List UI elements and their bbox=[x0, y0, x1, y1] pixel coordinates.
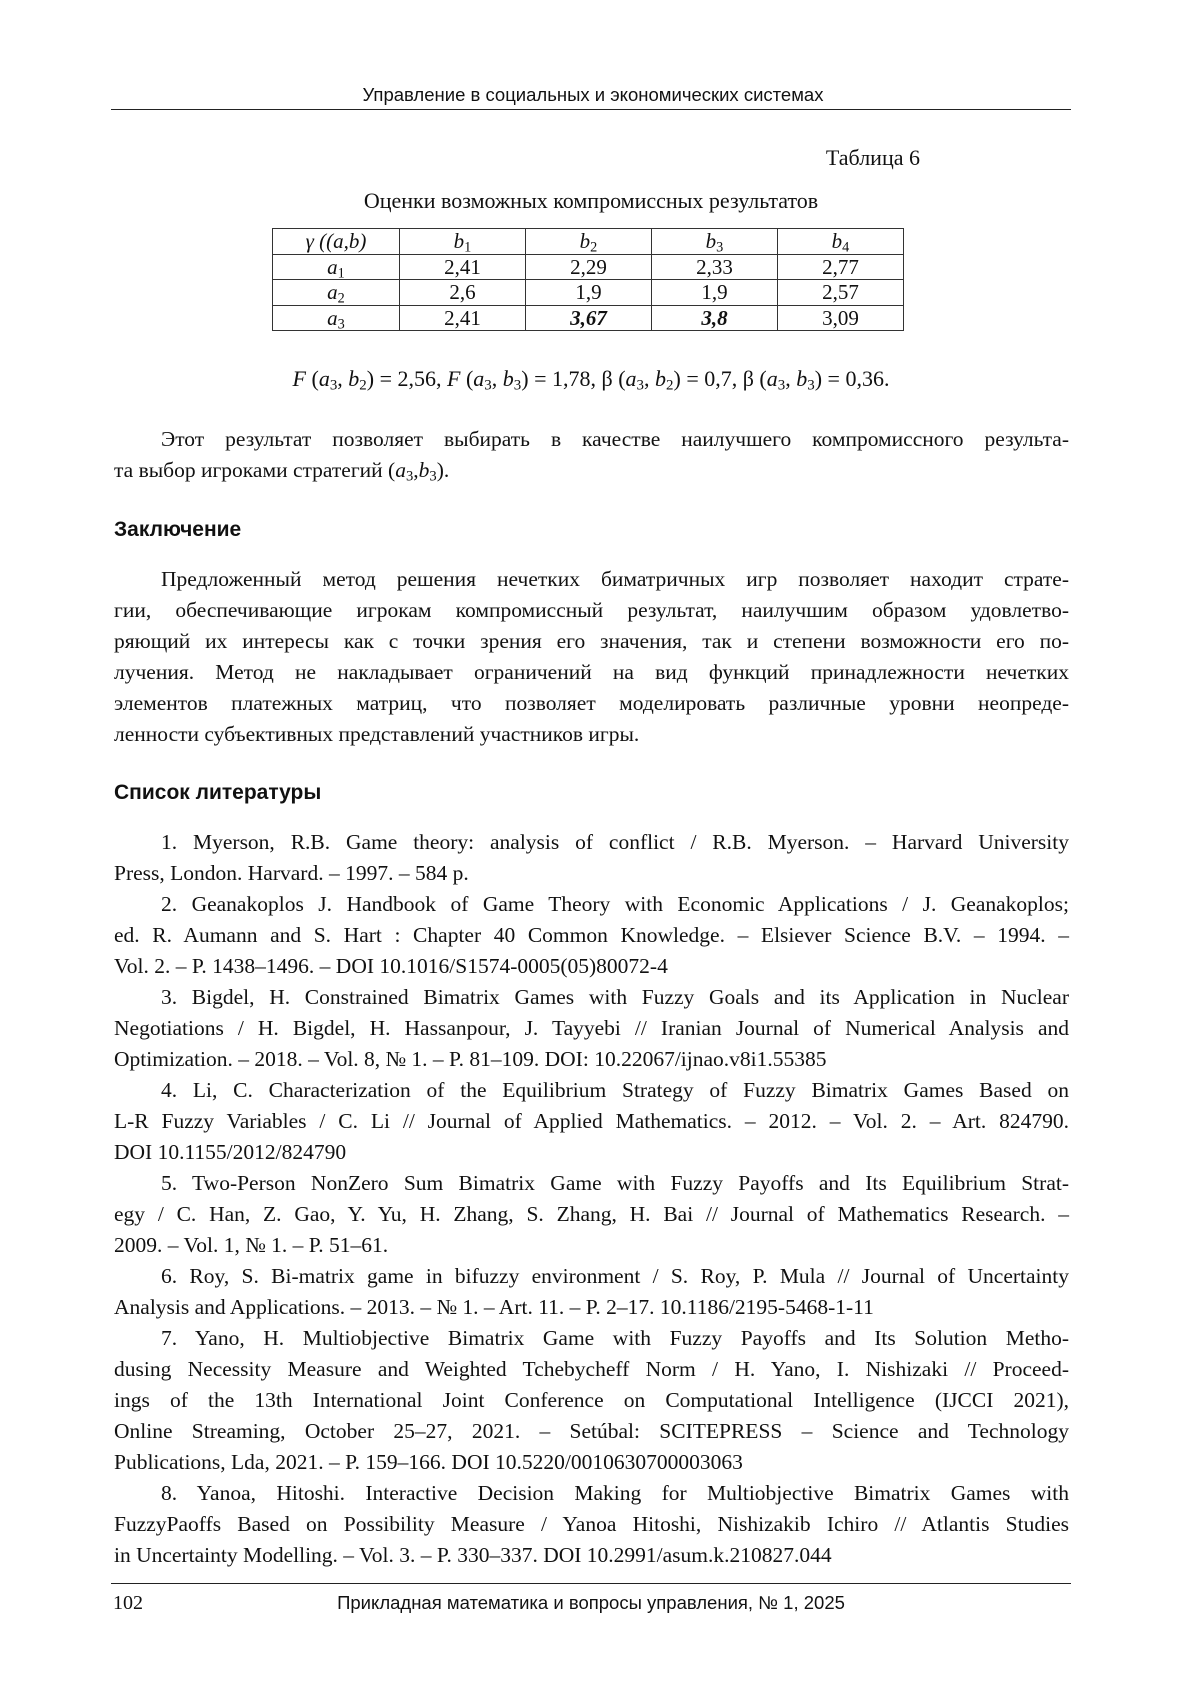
table-row bbox=[273, 280, 904, 306]
estimates-table bbox=[272, 228, 904, 331]
row-header: $a_1$ bbox=[273, 254, 400, 280]
references-list bbox=[114, 827, 1069, 1571]
reference-line: Analysis and Applications. – 2013. – № 1. – Art. 11. – P. 2–17. 10.1186/2195-5468-1-11 bbox=[114, 1295, 874, 1319]
reference-line: egy / C. Han, Z. Gao, Y. Yu, H. Zhang, S. Zhang, H. Bai // Journal of Mathematics Research. – bbox=[114, 1202, 1069, 1226]
table-label: Таблица 6 bbox=[825, 145, 920, 170]
formula-term: β ($a_3$, $b_2) = 0,7$, bbox=[601, 366, 738, 394]
formula-value: 0,7 bbox=[704, 366, 732, 391]
table-cell: 1,9 bbox=[652, 280, 778, 306]
table-cell: 3,09 bbox=[778, 305, 904, 331]
paragraph-line: Предложенный метод решения нечетких биматричных игр позволяет находит страте- bbox=[161, 567, 1069, 591]
reference-line: 4. Li, C. Characterization of the Equilibrium Strategy of Fuzzy Bimatrix Games Based on bbox=[161, 1078, 1069, 1102]
header-rule bbox=[111, 109, 1071, 110]
table-row bbox=[273, 305, 904, 331]
corner-header-cell bbox=[273, 229, 400, 255]
running-header: Управление в социальных и экономических системах bbox=[362, 84, 824, 105]
table-cell-highlighted: 3,8 bbox=[652, 305, 778, 331]
reference-line: L-R Fuzzy Variables / C. Li // Journal of Applied Mathematics. – 2012. – Vol. 2. – Art. 824790. bbox=[114, 1109, 1069, 1133]
reference-line: Optimization. – 2018. – Vol. 8, № 1. – P. 81–109. DOI: 10.22067/ijnao.v8i1.55385 bbox=[114, 1047, 827, 1071]
result-paragraph bbox=[114, 424, 1069, 486]
reference-item bbox=[114, 1323, 1069, 1478]
reference-line: 2. Geanakoplos J. Handbook of Game Theory with Economic Applications / J. Geanakoplos; bbox=[161, 892, 1069, 916]
column-header: $b_1$ bbox=[400, 229, 526, 255]
conclusion-paragraph bbox=[114, 564, 1069, 750]
table-caption: Оценки возможных компромиссных результатов bbox=[363, 188, 819, 213]
page-number: 102 bbox=[113, 1592, 143, 1614]
column-header: $b_4$ bbox=[778, 229, 904, 255]
reference-line: DOI 10.1155/2012/824790 bbox=[114, 1140, 347, 1164]
table-cell: 2,41 bbox=[400, 305, 526, 331]
table-cell: 2,77 bbox=[778, 254, 904, 280]
footer-rule bbox=[111, 1583, 1071, 1584]
reference-line: ings of the 13th International Joint Conference on Computational Intelligence (IJCCI 2021), bbox=[114, 1388, 1069, 1412]
table-cell: 2,41 bbox=[400, 254, 526, 280]
reference-line: Negotiations / H. Bigdel, H. Hassanpour, J. Tayyebi // Iranian Journal of Numerical Analysis and bbox=[114, 1016, 1069, 1040]
reference-item bbox=[114, 1168, 1069, 1261]
table-cell: 1,9 bbox=[526, 280, 652, 306]
reference-line: 8. Yanoa, Hitoshi. Interactive Decision Making for Multiobjective Bimatrix Games with bbox=[161, 1481, 1069, 1505]
reference-line: FuzzyPaoffs Based on Possibility Measure / Yanoa Hitoshi, Nishizakib Ichiro // Atlantis Studies bbox=[114, 1512, 1069, 1536]
reference-line: 7. Yano, H. Multiobjective Bimatrix Game with Fuzzy Payoffs and Its Solution Metho- bbox=[161, 1326, 1069, 1350]
paragraph-line: ряющий их интересы как с точки зрения его значения, так и степени возможности его по- bbox=[114, 629, 1069, 653]
reference-line: Online Streaming, October 25–27, 2021. – Setúbal: SCITEPRESS – Science and Technology bbox=[114, 1419, 1069, 1443]
reference-line: 6. Roy, S. Bi-matrix game in bifuzzy environment / S. Roy, P. Mula // Journal of Uncertainty bbox=[161, 1264, 1069, 1288]
table-cell: 2,29 bbox=[526, 254, 652, 280]
column-header: $b_3$ bbox=[652, 229, 778, 255]
formula-value: 1,78 bbox=[552, 366, 591, 391]
paragraph-line: ленности субъективных представлений участников игры. bbox=[114, 722, 640, 746]
formula-term: F ($a_3$, $b_2) = 2,56$, bbox=[292, 366, 442, 394]
row-header: $a_3$ bbox=[273, 305, 400, 331]
table-cell: 2,33 bbox=[652, 254, 778, 280]
reference-item bbox=[114, 1075, 1069, 1168]
row-header: $a_2$ bbox=[273, 280, 400, 306]
reference-line: ed. R. Aumann and S. Hart : Chapter 40 Common Knowledge. – Elsiever Science B.V. – 1994. – bbox=[114, 923, 1069, 947]
table-row bbox=[273, 254, 904, 280]
paragraph-line: лучения. Метод не накладывает ограничений на вид функций принадлежности нечетких bbox=[114, 660, 1069, 684]
formula-term: β ($a_3$, $b_3) = 0,36$. bbox=[742, 366, 890, 394]
table-cell-highlighted: 3,67 bbox=[526, 305, 652, 331]
footer-journal-title: Прикладная математика и вопросы управления, № 1, 2025 bbox=[337, 1592, 845, 1613]
reference-line: dusing Necessity Measure and Weighted Tchebycheff Norm / H. Yano, I. Nishizaki // Proceed- bbox=[114, 1357, 1069, 1381]
formula-term: F ($a_3$, $b_3) = 1,78$, bbox=[447, 366, 596, 394]
paragraph-line: Этот результат позволяет выбирать в качестве наилучшего компромиссного результа- bbox=[161, 427, 1069, 451]
formula-value: 2,56 bbox=[397, 366, 437, 391]
corner-header: γ ((a,b) bbox=[305, 229, 367, 254]
reference-item bbox=[114, 889, 1069, 982]
reference-line: 2009. – Vol. 1, № 1. – P. 51–61. bbox=[114, 1233, 389, 1257]
paragraph-line: гии, обеспечивающие игрокам компромиссный результат, наилучшим образом удовлетво- bbox=[114, 598, 1069, 622]
table-cell: 2,57 bbox=[778, 280, 904, 306]
paragraph-line: элементов платежных матриц, что позволяет моделировать различные уровни неопреде- bbox=[114, 691, 1069, 715]
reference-line: in Uncertainty Modelling. – Vol. 3. – P. 330–337. DOI 10.2991/asum.k.210827.044 bbox=[114, 1543, 832, 1567]
formula-value: 0,36 bbox=[845, 366, 884, 391]
reference-line: Vol. 2. – P. 1438–1496. – DOI 10.1016/S1574-0005(05)80072-4 bbox=[114, 954, 668, 978]
reference-item bbox=[114, 982, 1069, 1075]
table-header-row bbox=[273, 229, 904, 255]
conclusion-heading: Заключение bbox=[114, 518, 242, 541]
reference-line: 1. Myerson, R.B. Game theory: analysis of conflict / R.B. Myerson. – Harvard University bbox=[161, 830, 1069, 854]
formula-line bbox=[111, 366, 1071, 392]
table-cell: 2,6 bbox=[400, 280, 526, 306]
reference-line: Publications, Lda, 2021. – P. 159–166. DOI 10.5220/0010630700003063 bbox=[114, 1450, 743, 1474]
reference-item bbox=[114, 827, 1069, 889]
column-header: $b_2$ bbox=[526, 229, 652, 255]
reference-item bbox=[114, 1261, 1069, 1323]
reference-line: 3. Bigdel, H. Constrained Bimatrix Games with Fuzzy Goals and its Application in Nuclear bbox=[161, 985, 1069, 1009]
references-heading: Список литературы bbox=[114, 781, 322, 804]
reference-line: Press, London. Harvard. – 1997. – 584 p. bbox=[114, 861, 469, 885]
reference-item bbox=[114, 1478, 1069, 1571]
paragraph-line: та выбор игроками стратегий $(a_3,b_3)$. bbox=[114, 458, 450, 485]
reference-line: 5. Two-Person NonZero Sum Bimatrix Game with Fuzzy Payoffs and Its Equilibrium Strat- bbox=[161, 1171, 1069, 1195]
